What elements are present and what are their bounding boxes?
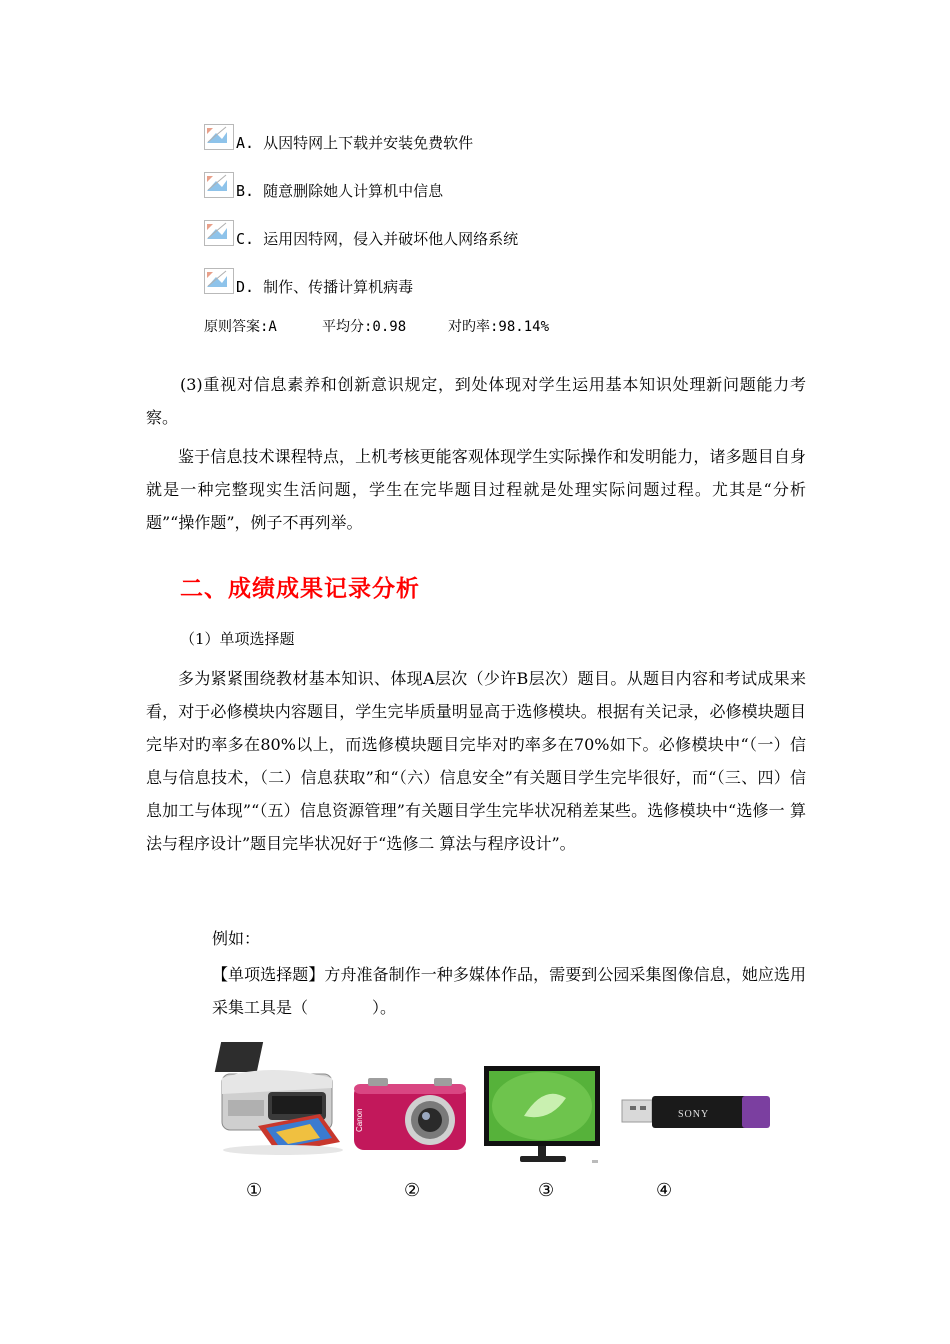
option-a xyxy=(204,122,473,150)
printer-image xyxy=(208,1038,358,1158)
svg-text:SONY: SONY xyxy=(678,1109,710,1120)
subheading: （1）单项选择题 xyxy=(180,630,295,648)
average-score: 平均分:0.98 xyxy=(322,319,407,335)
broken-image-icon xyxy=(204,268,234,294)
section-heading: 二、成绩成果记录分析 xyxy=(180,576,420,602)
device-label-4: ④ xyxy=(656,1180,673,1201)
option-b xyxy=(204,170,443,198)
device-label-2: ② xyxy=(404,1180,421,1201)
correct-rate: 对旳率:98.14% xyxy=(448,319,550,335)
device-label-3: ③ xyxy=(538,1180,555,1201)
example-label: 例如： xyxy=(212,929,261,948)
option-text: D. 制作、传播计算机病毒 xyxy=(236,278,414,296)
svg-text:Canon: Canon xyxy=(355,1108,364,1132)
usb-drive-image xyxy=(620,1090,772,1136)
answer-stats xyxy=(204,316,549,336)
monitor-image xyxy=(484,1066,604,1166)
paragraph-4: 鉴于信息技术课程特点，上机考核更能客观体现学生实际操作和发明能力，诸多题目自身就是一种完整现实生活问题，学生在完毕题目过程就是处理实际问题过程。尤其是“分析题”“操作题”，例子不再列举。 xyxy=(146,447,806,532)
option-text: C. 运用因特网，侵入并破坏他人网络系统 xyxy=(236,230,519,248)
paragraph-5: 多为紧紧围绕教材基本知识、体现A层次（少许B层次）题目。从题目内容和考试成果来看，对于必修模块内容题目，学生完毕质量明显高于选修模块。根据有关记录，必修模块题目完毕对旳率多在80%以上，而选修模块题目完毕对旳率多在70%如下。必修模块中“（一）信息与信息技术，（二）信息获取”和“（六）信息安全”有关题目学生完毕很好，而“（三、四）信息加工与体现”“（五）信息资源管理”有关题目学生完毕状况稍差某些。选修模块中“选修一 算法与程序设计”题目完毕状况好于“选修二 算法与程序设计”。 xyxy=(146,669,806,853)
option-c xyxy=(204,218,518,246)
device-label-1: ① xyxy=(246,1180,263,1201)
broken-image-icon xyxy=(204,124,234,150)
broken-image-icon xyxy=(204,220,234,246)
option-text: B. 随意删除她人计算机中信息 xyxy=(236,182,444,200)
option-text: A. 从因特网上下载并安装免费软件 xyxy=(236,134,474,152)
option-d xyxy=(204,266,413,294)
broken-image-icon xyxy=(204,172,234,198)
paragraph-3: (3)重视对信息素养和创新意识规定，到处体现对学生运用基本知识处理新问题能力考察。 xyxy=(146,375,806,427)
standard-answer: 原则答案:A xyxy=(204,319,277,335)
camera-image xyxy=(352,1076,470,1154)
question-text: 【单项选择题】方舟准备制作一种多媒体作品，需要到公园采集图像信息，她应选用采集工具是（ ）。 xyxy=(212,965,806,1017)
